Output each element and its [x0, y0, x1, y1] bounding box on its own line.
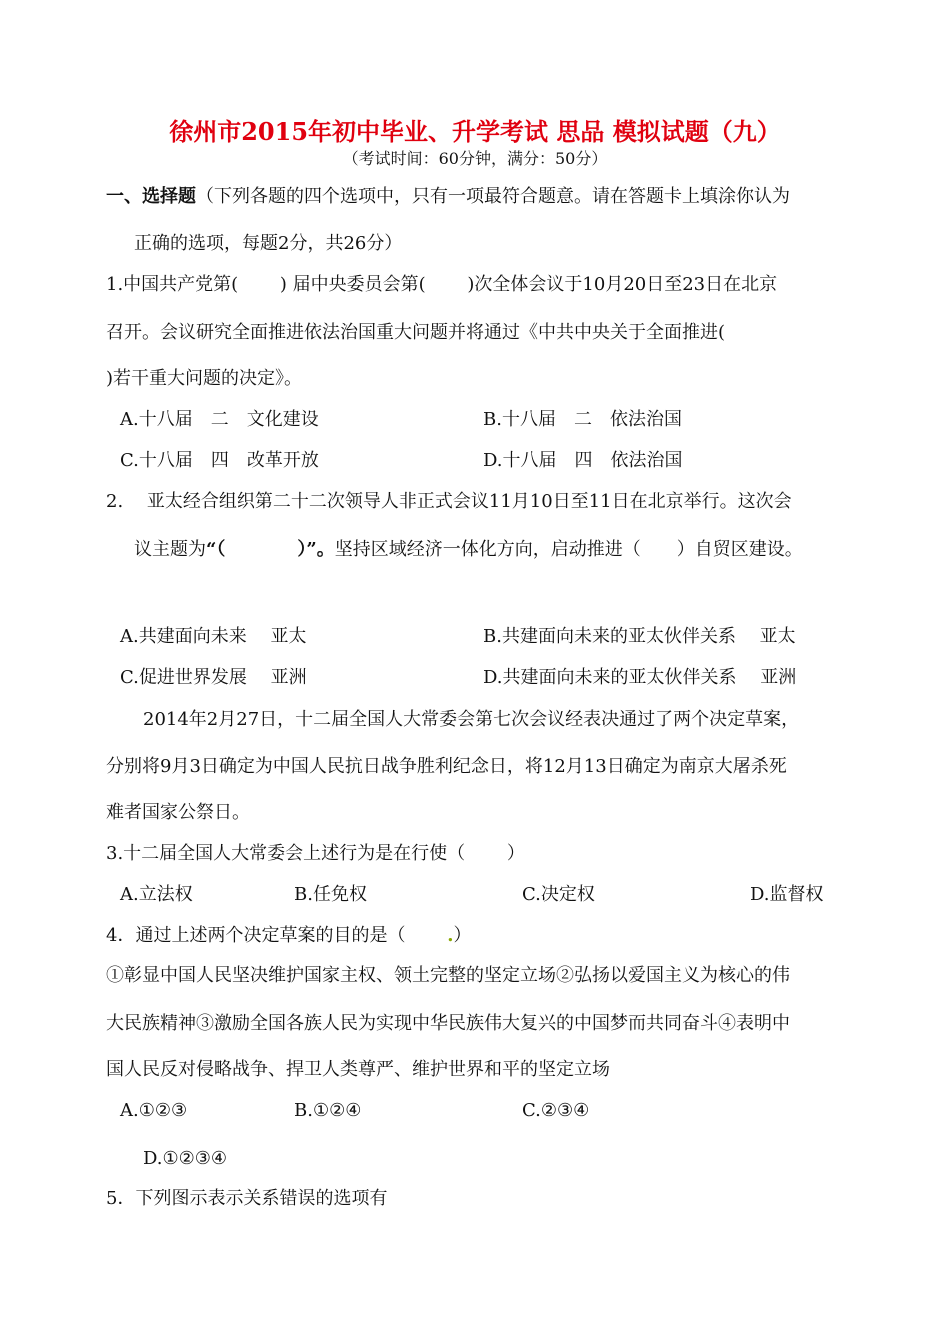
- q4-statements-line1: ①彰显中国人民坚决维护国家主权、领土完整的坚定立场②弘扬以爱国主义为核心的伟: [106, 965, 790, 986]
- q3-option-a: A.立法权: [120, 884, 193, 905]
- q4-stem-close: ）: [453, 925, 472, 946]
- material-line1: 2014年2月27日，十二届全国人大常委会第七次会议经表决通过了两个决定草案，: [143, 709, 800, 730]
- q4-statements-line2: 大民族精神③激励全国各族人民为实现中华民族伟大复兴的中国梦而共同奋斗④表明中: [106, 1013, 790, 1034]
- q2-option-c: C.促进世界发展 亚洲: [120, 667, 307, 688]
- q2-theme-blank: “（ ）”。: [206, 539, 335, 560]
- q1-stem-line1: 1.中国共产党第( ) 届中央委员会第( )次全体会议于10月20日至23日在北京: [106, 274, 778, 295]
- q1-option-b: B.十八届 二 依法治国: [483, 409, 682, 430]
- q4-option-c: C.②③④: [522, 1100, 590, 1121]
- q3-option-d: D.监督权: [750, 884, 824, 905]
- q2-stem-rest: 坚持区域经济一体化方向，启动推进（ ）自贸区建设。: [334, 539, 803, 560]
- q1-option-d: D.十八届 四 依法治国: [483, 450, 683, 471]
- material-line2: 分别将9月3日确定为中国人民抗日战争胜利纪念日，将12月13日确定为南京大屠杀死: [106, 756, 787, 777]
- section-heading: 一、选择题: [106, 186, 196, 207]
- q4-option-d: D.①②③④: [143, 1148, 228, 1169]
- q4-stem-dot: .: [447, 925, 454, 946]
- q4-option-a: A.①②③: [120, 1100, 188, 1121]
- section-heading-line: [106, 185, 790, 209]
- q4-option-b: B.①②④: [294, 1100, 362, 1121]
- q1-option-c: C.十八届 四 改革开放: [120, 450, 319, 471]
- q2-option-a: A.共建面向未来 亚太: [120, 626, 307, 647]
- q2-theme-label: 议主题为: [134, 539, 206, 560]
- section-instruction-cont: 正确的选项，每题2分，共26分）: [134, 233, 403, 254]
- q2-stem-line1: 2. 亚太经合组织第二十二次领导人非正式会议11月10日至11日在北京举行。这次会: [106, 491, 792, 512]
- q4-stem-text: 4．通过上述两个决定草案的目的是（: [106, 925, 448, 946]
- q1-stem-line2: 召开。会议研究全面推进依法治国重大问题并将通过《中共中央关于全面推进(: [106, 322, 726, 343]
- q3-stem: 3.十二届全国人大常委会上述行为是在行使（ ）: [106, 843, 525, 864]
- section-instruction: （下列各题的四个选项中，只有一项最符合题意。请在答题卡上填涂你认为: [196, 186, 790, 207]
- q3-option-b: B.任免权: [294, 884, 367, 905]
- q2-stem-line2: [134, 538, 803, 562]
- q4-statements-line3: 国人民反对侵略战争、捍卫人类尊严、维护世界和平的坚定立场: [106, 1059, 610, 1080]
- page-title: 徐州市2015年初中毕业、升学考试 思品 模拟试题（九）: [169, 117, 781, 146]
- q3-option-c: C.决定权: [522, 884, 595, 905]
- exam-info: （考试时间：60分钟，满分：50分）: [342, 149, 608, 168]
- q2-option-b: B.共建面向未来的亚太伙伴关系 亚太: [483, 626, 796, 647]
- q5-stem: 5．下列图示表示关系错误的选项有: [106, 1188, 388, 1209]
- q4-stem: [106, 924, 471, 948]
- q1-option-a: A.十八届 二 文化建设: [120, 409, 319, 430]
- q1-stem-line3: )若干重大问题的决定》。: [106, 368, 303, 389]
- q2-option-d: D.共建面向未来的亚太伙伴关系 亚洲: [483, 667, 797, 688]
- material-line3: 难者国家公祭日。: [106, 802, 250, 823]
